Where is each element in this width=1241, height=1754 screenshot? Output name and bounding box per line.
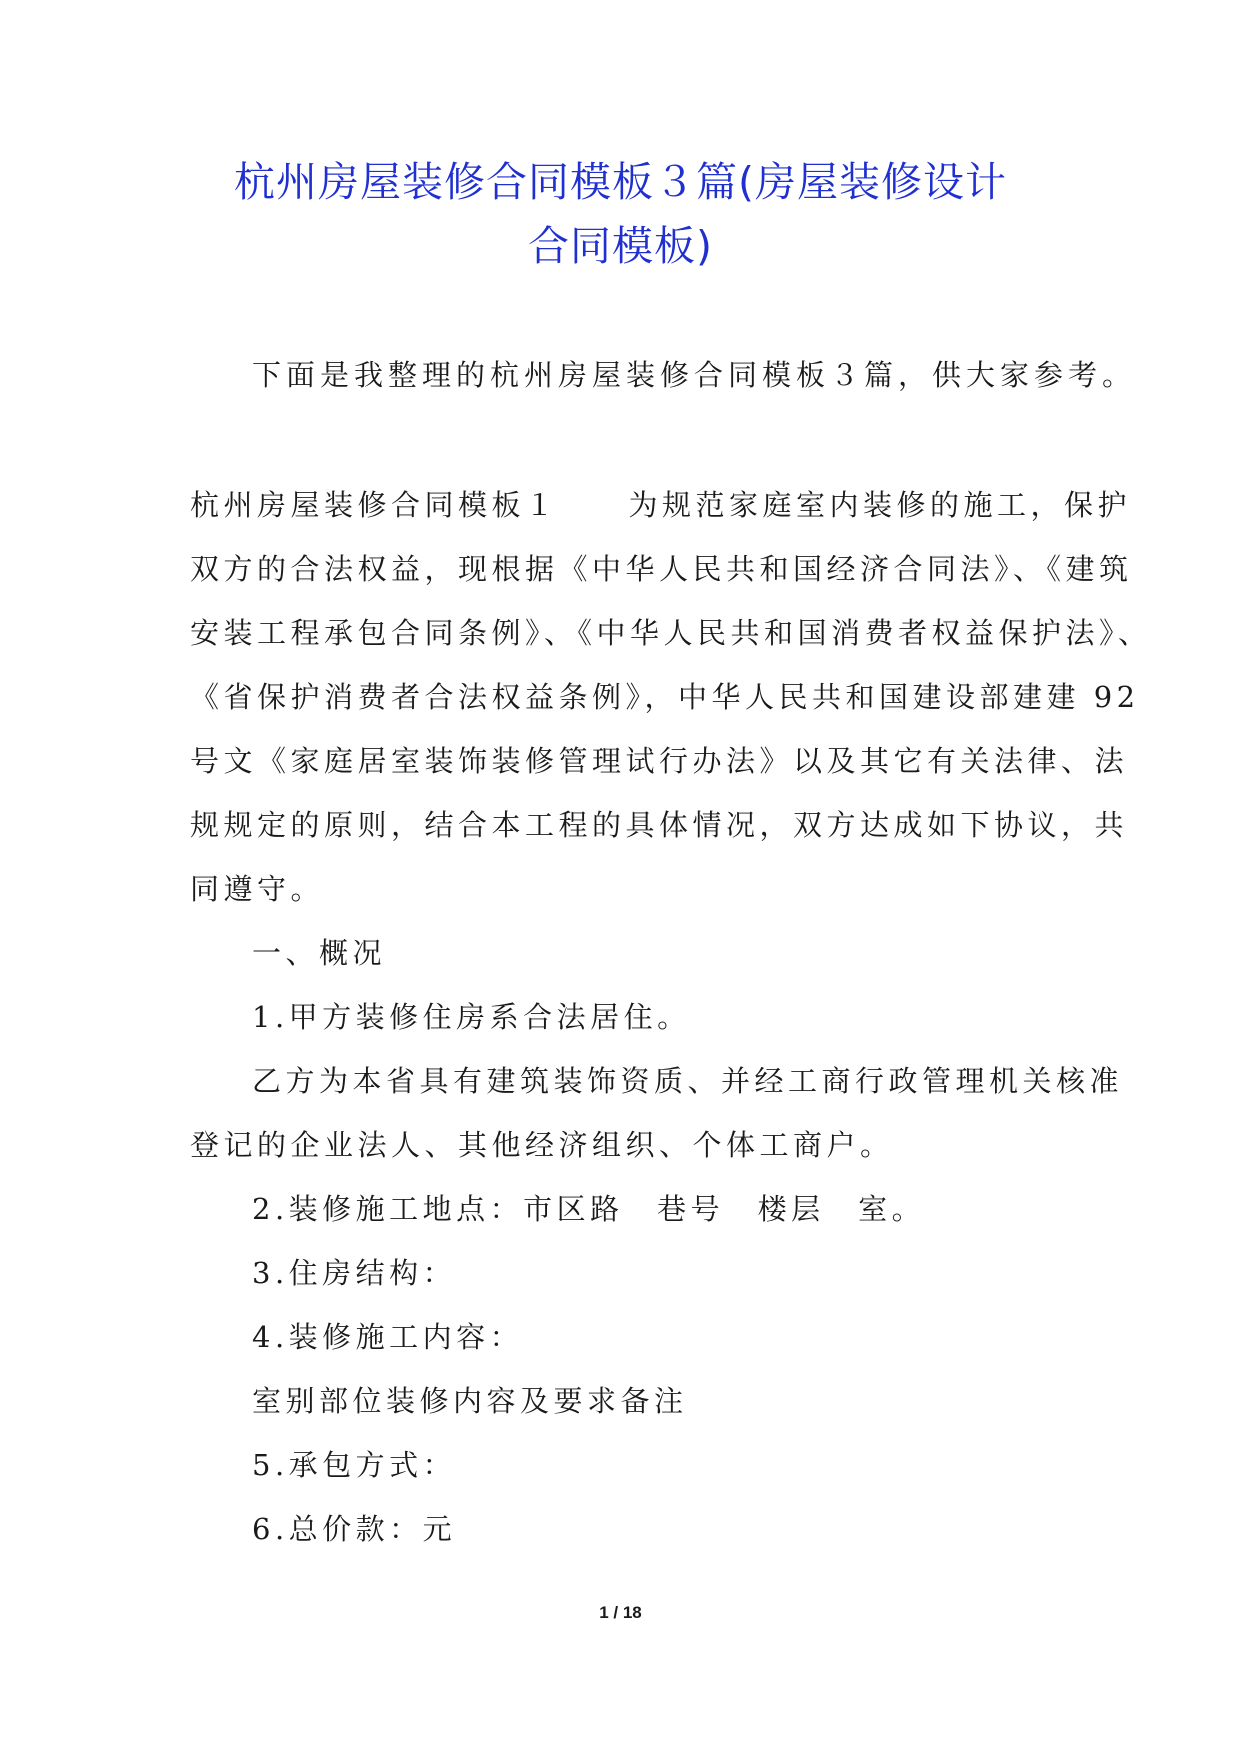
list-item: 2.装修施工地点：市区路 巷号 楼层 室。 [252, 1192, 926, 1226]
section-lead-text: 为规范家庭室内装修的施工，保护 [628, 488, 1132, 522]
document-title [150, 150, 1091, 278]
paragraph-line: 《省保护消费者合法权益条例》，中华人民共和国建设部建建 92 [190, 680, 1140, 714]
list-item: 一、概况 [252, 936, 387, 970]
paragraph-line: 安装工程承包合同条例》、《中华人民共和国消费者权益保护法》、 [190, 616, 1152, 650]
page-number: 1 / 18 [599, 1603, 642, 1622]
list-item: 5.承包方式： [252, 1448, 457, 1482]
section-heading: 杭州房屋装修合同模板１ [190, 488, 559, 522]
list-item-continuation: 登记的企业法人、其他经济组织、个体工商户。 [190, 1128, 894, 1162]
section-heading-line [190, 485, 1132, 549]
title-line-1: 杭州房屋装修合同模板３篇(房屋装修设计 [234, 158, 1007, 206]
list-item: 1.甲方装修住房系合法居住。 [252, 1000, 691, 1034]
contract-body [190, 485, 1152, 1573]
list-item: 室别部位装修内容及要求备注 [252, 1384, 688, 1418]
paragraph-line: 同遵守。 [190, 872, 325, 906]
title-line-2: 合同模板) [528, 222, 713, 270]
paragraph-line: 规规定的原则，结合本工程的具体情况，双方达成如下协议，共 [190, 808, 1129, 842]
paragraph-line: 号文《家庭居室装饰装修管理试行办法》以及其它有关法律、法 [190, 744, 1129, 778]
list-item: 4.装修施工内容： [252, 1320, 524, 1354]
intro-paragraph: 下面是我整理的杭州房屋装修合同模板３篇，供大家参考。 [252, 358, 1137, 392]
list-item: 3.住房结构： [252, 1256, 457, 1290]
list-item: 6.总价款：元 [252, 1512, 457, 1546]
paragraph-line: 双方的合法权益，现根据《中华人民共和国经济合同法》、《建筑 [190, 552, 1133, 586]
list-item: 乙方为本省具有建筑装饰资质、并经工商行政管理机关核准 [252, 1064, 1124, 1098]
